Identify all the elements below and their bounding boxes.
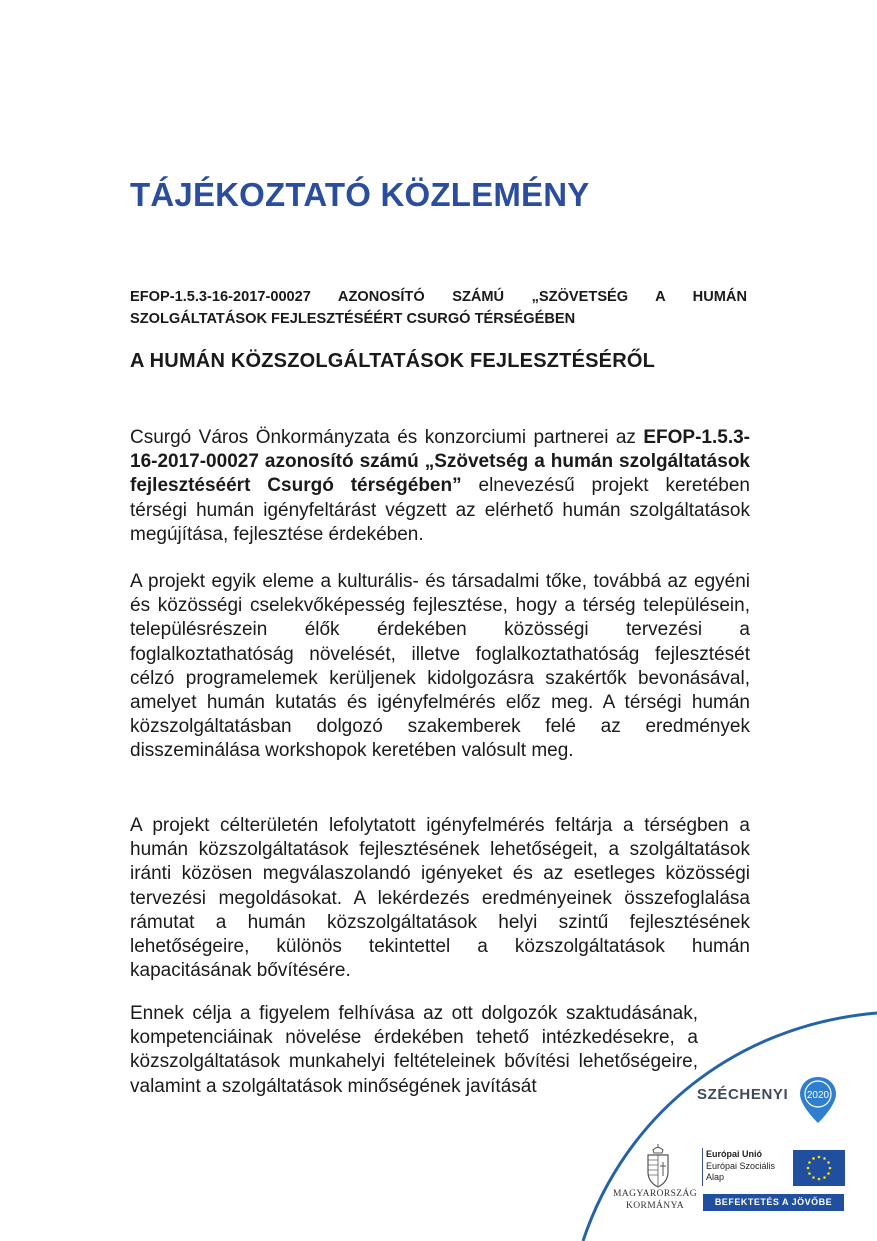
eu-line-3: Alap — [706, 1172, 725, 1182]
szechenyi-year: 2020 — [806, 1090, 830, 1101]
eu-star — [807, 1167, 810, 1170]
document-title: TÁJÉKOZTATÓ KÖZLEMÉNY — [130, 176, 590, 213]
paragraph-project-element: A projekt egyik eleme a kulturális- és társadalmi tőke, továbbá az egyéni és közösségi cselekvőképesség fejlesztése, hogy a térség településein, településrészein élők érdekében közösségi tervezési a foglalkoztathatóság növelését, illetve foglalkoztathatóság fejlesztését célzó programelemek kerüljenek kidolgozásra szakértők bevonásával, amelyet humán kutatás és igényfelmérés előz meg. A térségi humán közszolgáltatásban dolgozó szakemberek felé az eredmények disszeminálása workshopok keretében valósult meg. — [130, 571, 750, 762]
hungary-coat-of-arms-icon — [644, 1144, 672, 1188]
eu-line-2: Európai Szociális — [706, 1160, 776, 1171]
section-heading: A HUMÁN KÖZSZOLGÁLTATÁSOK FEJLESZTÉSÉRŐL — [130, 350, 656, 372]
project-name-bold: EFOP-1.5.3-16-2017-00027 azonosító számú „Szövetség a humán szolgáltatások fejlesztéséért Csurgó térségében” — [130, 427, 750, 497]
project-identifier: EFOP-1.5.3-16-2017-00027 AZONOSÍTÓ SZÁMÚ „SZÖVETSÉG A HUMÁN SZOLGÁLTATÁSOK FEJLESZTÉSÉÉRT CSURGÓ TÉRSÉGÉBEN — [130, 289, 747, 327]
paragraph-survey: A projekt célterületén lefolytatott igényfelmérés feltárja a térségben a humán közszolgáltatások fejlesztésének lehetőségeit, a szolgáltatások iránti közösen megválaszolandó igényeket és az esetleges közösségi tervezési megoldásokat. A lekérdezés eredményeinek összefoglalása rámutat a humán közszolgáltatások helyi szintű fejlesztésének lehetőségeire, különös tekintettel a közszolgáltatások humán kapacitásának bővítésére. — [130, 815, 750, 982]
szechenyi-label: SZÉCHENYI — [697, 1086, 789, 1103]
eu-star — [829, 1167, 832, 1170]
intro-text-start: Csurgó Város Önkormányzata és konzorciumi partnerei az — [130, 427, 644, 448]
eu-star — [808, 1161, 811, 1164]
eu-star — [823, 1176, 826, 1179]
eu-star — [827, 1172, 830, 1175]
eu-star — [812, 1157, 815, 1160]
eu-star — [808, 1172, 811, 1175]
eu-fund-label — [706, 1149, 775, 1184]
eu-separator — [702, 1148, 703, 1186]
eu-line-1: Európai Unió — [706, 1149, 762, 1159]
gov-line-2: KORMÁNYA — [625, 1201, 685, 1211]
szechenyi-2020-pin-icon — [799, 1075, 837, 1125]
eu-star — [812, 1176, 815, 1179]
eu-star — [818, 1178, 821, 1181]
intro-text-end: elnevezésű projekt keretében térségi humán igényfeltárást végzett az elérhető humán szolgáltatások megújítása, fejlesztése érdekében. — [130, 475, 750, 545]
gov-line-1: MAGYARORSZÁG — [613, 1189, 697, 1199]
eu-flag-icon — [793, 1150, 845, 1186]
eu-star — [818, 1156, 821, 1159]
eu-star — [827, 1161, 830, 1164]
invest-in-future-banner: BEFEKTETÉS A JÖVŐBE — [703, 1194, 844, 1211]
hungarian-government-label — [612, 1188, 698, 1212]
paragraph-goal: Ennek célja a figyelem felhívása az ott dolgozók szaktudásának, kompetenciáinak növelése érdekében tehető intézkedésekre, a közszolgáltatások munkahelyi feltételeinek bővítési lehetőségeire, valamint a szolgáltatások minőségének javítását — [130, 1003, 698, 1097]
eu-star — [823, 1157, 826, 1160]
